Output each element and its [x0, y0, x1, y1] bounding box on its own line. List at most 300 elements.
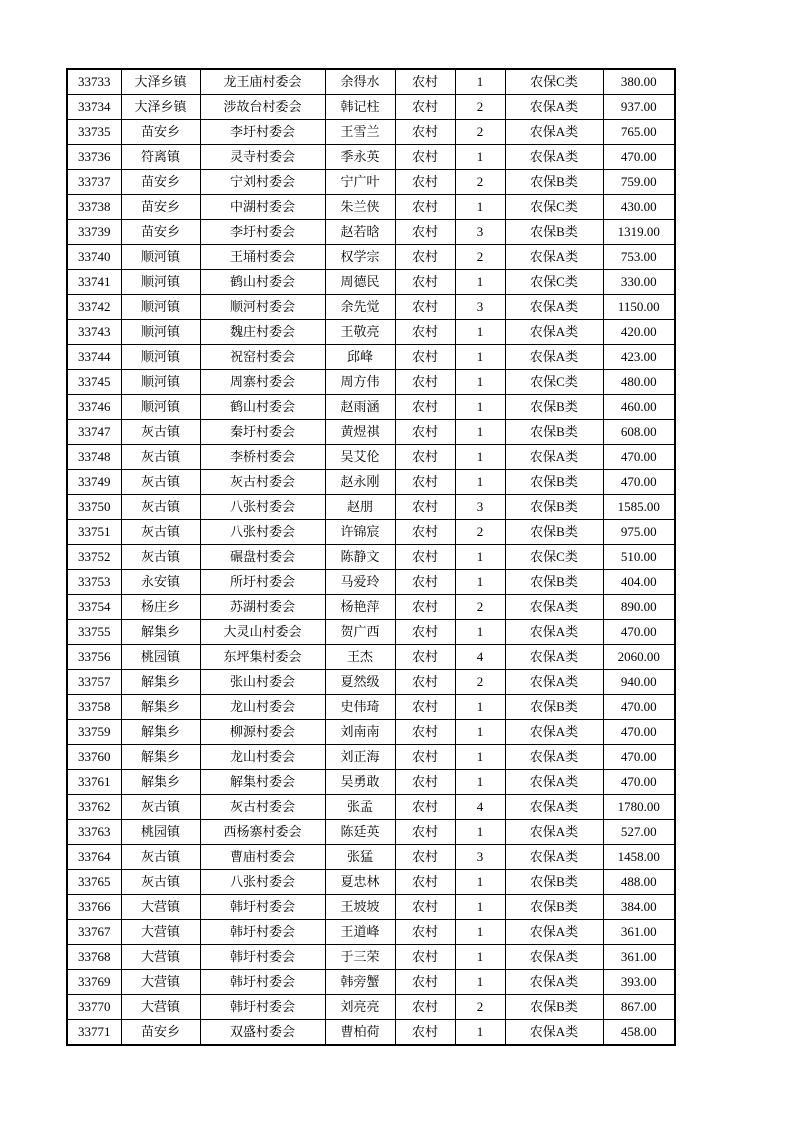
table-cell-village: 李圩村委会 — [200, 120, 325, 145]
table-cell-count: 1 — [455, 145, 505, 170]
table-cell-id: 33755 — [67, 620, 121, 645]
table-cell-village: 八张村委会 — [200, 870, 325, 895]
table-cell-count: 2 — [455, 670, 505, 695]
table-cell-count: 1 — [455, 920, 505, 945]
table-cell-amount: 470.00 — [603, 445, 675, 470]
table-cell-village: 柳源村委会 — [200, 720, 325, 745]
table-cell-name: 朱兰侠 — [325, 195, 395, 220]
table-cell-count: 1 — [455, 195, 505, 220]
table-cell-id: 33766 — [67, 895, 121, 920]
table-cell-type: 农村 — [395, 695, 455, 720]
table-cell-town: 顺河镇 — [121, 295, 200, 320]
table-cell-id: 33763 — [67, 820, 121, 845]
table-cell-amount: 430.00 — [603, 195, 675, 220]
table-cell-category: 农保B类 — [505, 695, 603, 720]
table-cell-count: 1 — [455, 545, 505, 570]
table-row — [67, 145, 675, 170]
table-cell-category: 农保A类 — [505, 595, 603, 620]
table-cell-name: 于三荣 — [325, 945, 395, 970]
table-row — [67, 495, 675, 520]
table-cell-amount: 753.00 — [603, 245, 675, 270]
table-cell-type: 农村 — [395, 745, 455, 770]
table-cell-count: 1 — [455, 745, 505, 770]
table-cell-amount: 1780.00 — [603, 795, 675, 820]
table-cell-name: 韩记柱 — [325, 95, 395, 120]
table-cell-count: 1 — [455, 445, 505, 470]
table-cell-category: 农保B类 — [505, 420, 603, 445]
table-cell-type: 农村 — [395, 245, 455, 270]
table-cell-name: 史伟琦 — [325, 695, 395, 720]
table-cell-town: 苗安乡 — [121, 120, 200, 145]
table-cell-amount: 1458.00 — [603, 845, 675, 870]
table-cell-amount: 393.00 — [603, 970, 675, 995]
table-cell-amount: 470.00 — [603, 695, 675, 720]
table-cell-village: 祝窑村委会 — [200, 345, 325, 370]
table-cell-count: 1 — [455, 820, 505, 845]
table-cell-count: 2 — [455, 520, 505, 545]
table-cell-name: 赵朋 — [325, 495, 395, 520]
table-cell-type: 农村 — [395, 870, 455, 895]
table-cell-name: 周方伟 — [325, 370, 395, 395]
table-cell-amount: 608.00 — [603, 420, 675, 445]
table-cell-name: 王道峰 — [325, 920, 395, 945]
table-cell-type: 农村 — [395, 120, 455, 145]
table-cell-town: 苗安乡 — [121, 220, 200, 245]
table-cell-town: 符离镇 — [121, 145, 200, 170]
table-cell-amount: 759.00 — [603, 170, 675, 195]
table-row — [67, 345, 675, 370]
table-cell-amount: 470.00 — [603, 145, 675, 170]
table-cell-name: 余先觉 — [325, 295, 395, 320]
table-cell-type: 农村 — [395, 920, 455, 945]
table-cell-id: 33744 — [67, 345, 121, 370]
table-cell-type: 农村 — [395, 845, 455, 870]
table-cell-name: 王坡坡 — [325, 895, 395, 920]
table-cell-name: 邱峰 — [325, 345, 395, 370]
table-cell-name: 王杰 — [325, 645, 395, 670]
table-cell-village: 灰古村委会 — [200, 795, 325, 820]
table-cell-name: 陈廷英 — [325, 820, 395, 845]
table-row — [67, 770, 675, 795]
table-cell-id: 33765 — [67, 870, 121, 895]
table-cell-name: 张猛 — [325, 845, 395, 870]
table-cell-type: 农村 — [395, 445, 455, 470]
table-row — [67, 670, 675, 695]
table-cell-count: 2 — [455, 95, 505, 120]
roster-table — [66, 68, 676, 1046]
table-cell-amount: 488.00 — [603, 870, 675, 895]
table-cell-category: 农保C类 — [505, 370, 603, 395]
table-cell-name: 吴勇敢 — [325, 770, 395, 795]
table-row — [67, 220, 675, 245]
table-row — [67, 745, 675, 770]
table-cell-name: 周德民 — [325, 270, 395, 295]
table-cell-category: 农保A类 — [505, 720, 603, 745]
table-cell-type: 农村 — [395, 170, 455, 195]
table-cell-name: 马爱玲 — [325, 570, 395, 595]
table-cell-category: 农保A类 — [505, 945, 603, 970]
table-cell-amount: 1585.00 — [603, 495, 675, 520]
table-cell-amount: 1150.00 — [603, 295, 675, 320]
table-cell-category: 农保A类 — [505, 95, 603, 120]
table-cell-count: 1 — [455, 870, 505, 895]
table-cell-type: 农村 — [395, 620, 455, 645]
table-cell-village: 鹤山村委会 — [200, 395, 325, 420]
table-cell-village: 苏湖村委会 — [200, 595, 325, 620]
table-cell-count: 4 — [455, 795, 505, 820]
table-cell-village: 宁刘村委会 — [200, 170, 325, 195]
table-cell-id: 33767 — [67, 920, 121, 945]
table-cell-town: 解集乡 — [121, 720, 200, 745]
table-cell-town: 大营镇 — [121, 945, 200, 970]
table-cell-id: 33756 — [67, 645, 121, 670]
table-row — [67, 695, 675, 720]
table-row — [67, 370, 675, 395]
table-cell-type: 农村 — [395, 895, 455, 920]
table-cell-town: 顺河镇 — [121, 320, 200, 345]
table-cell-town: 大泽乡镇 — [121, 95, 200, 120]
table-cell-name: 韩旁蟹 — [325, 970, 395, 995]
table-cell-name: 王雪兰 — [325, 120, 395, 145]
table-row — [67, 920, 675, 945]
table-cell-amount: 470.00 — [603, 770, 675, 795]
table-cell-count: 3 — [455, 495, 505, 520]
table-row — [67, 120, 675, 145]
table-cell-town: 顺河镇 — [121, 245, 200, 270]
table-cell-count: 3 — [455, 845, 505, 870]
table-cell-village: 八张村委会 — [200, 495, 325, 520]
table-cell-amount: 404.00 — [603, 570, 675, 595]
table-cell-count: 1 — [455, 895, 505, 920]
table-cell-count: 1 — [455, 695, 505, 720]
table-cell-town: 解集乡 — [121, 620, 200, 645]
table-cell-category: 农保B类 — [505, 520, 603, 545]
table-row — [67, 995, 675, 1020]
table-cell-town: 大泽乡镇 — [121, 69, 200, 95]
table-cell-count: 1 — [455, 945, 505, 970]
table-cell-type: 农村 — [395, 770, 455, 795]
table-cell-category: 农保B类 — [505, 895, 603, 920]
table-cell-village: 大灵山村委会 — [200, 620, 325, 645]
table-cell-amount: 470.00 — [603, 620, 675, 645]
table-cell-category: 农保A类 — [505, 795, 603, 820]
table-cell-village: 秦圩村委会 — [200, 420, 325, 445]
table-row — [67, 520, 675, 545]
table-cell-id: 33743 — [67, 320, 121, 345]
table-cell-amount: 423.00 — [603, 345, 675, 370]
table-row — [67, 945, 675, 970]
table-cell-category: 农保A类 — [505, 645, 603, 670]
table-cell-amount: 470.00 — [603, 745, 675, 770]
table-cell-name: 夏忠林 — [325, 870, 395, 895]
table-cell-town: 解集乡 — [121, 745, 200, 770]
table-cell-count: 1 — [455, 270, 505, 295]
table-cell-town: 灰古镇 — [121, 420, 200, 445]
table-cell-type: 农村 — [395, 1020, 455, 1046]
table-cell-town: 顺河镇 — [121, 395, 200, 420]
table-cell-count: 1 — [455, 320, 505, 345]
table-cell-id: 33734 — [67, 95, 121, 120]
table-cell-count: 2 — [455, 170, 505, 195]
table-cell-id: 33754 — [67, 595, 121, 620]
table-row — [67, 595, 675, 620]
table-row — [67, 1020, 675, 1046]
table-cell-type: 农村 — [395, 345, 455, 370]
table-cell-amount: 470.00 — [603, 470, 675, 495]
table-cell-type: 农村 — [395, 320, 455, 345]
table-cell-count: 1 — [455, 720, 505, 745]
table-cell-town: 解集乡 — [121, 695, 200, 720]
table-cell-id: 33753 — [67, 570, 121, 595]
table-row — [67, 570, 675, 595]
table-cell-village: 八张村委会 — [200, 520, 325, 545]
table-cell-name: 曹柏荷 — [325, 1020, 395, 1046]
table-cell-village: 李桥村委会 — [200, 445, 325, 470]
table-cell-id: 33736 — [67, 145, 121, 170]
table-row — [67, 820, 675, 845]
table-cell-count: 4 — [455, 645, 505, 670]
table-cell-id: 33746 — [67, 395, 121, 420]
table-cell-village: 东坪集村委会 — [200, 645, 325, 670]
table-cell-category: 农保A类 — [505, 670, 603, 695]
table-cell-type: 农村 — [395, 395, 455, 420]
table-row — [67, 870, 675, 895]
table-cell-name: 黄煜祺 — [325, 420, 395, 445]
table-row — [67, 845, 675, 870]
table-cell-category: 农保A类 — [505, 345, 603, 370]
table-cell-town: 灰古镇 — [121, 470, 200, 495]
table-cell-category: 农保A类 — [505, 320, 603, 345]
table-row — [67, 320, 675, 345]
table-row — [67, 970, 675, 995]
table-cell-amount: 480.00 — [603, 370, 675, 395]
table-cell-village: 解集村委会 — [200, 770, 325, 795]
table-cell-amount: 765.00 — [603, 120, 675, 145]
table-cell-id: 33738 — [67, 195, 121, 220]
table-cell-category: 农保B类 — [505, 470, 603, 495]
table-cell-name: 季永英 — [325, 145, 395, 170]
table-cell-village: 曹庙村委会 — [200, 845, 325, 870]
table-cell-amount: 460.00 — [603, 395, 675, 420]
table-cell-town: 大营镇 — [121, 970, 200, 995]
table-row — [67, 895, 675, 920]
table-cell-category: 农保C类 — [505, 545, 603, 570]
table-cell-town: 苗安乡 — [121, 1020, 200, 1046]
table-cell-name: 王敬亮 — [325, 320, 395, 345]
table-cell-count: 2 — [455, 595, 505, 620]
table-cell-type: 农村 — [395, 95, 455, 120]
table-cell-category: 农保B类 — [505, 220, 603, 245]
table-cell-id: 33751 — [67, 520, 121, 545]
table-cell-category: 农保A类 — [505, 445, 603, 470]
table-cell-count: 1 — [455, 470, 505, 495]
table-cell-village: 韩圩村委会 — [200, 895, 325, 920]
table-cell-count: 1 — [455, 395, 505, 420]
table-cell-amount: 937.00 — [603, 95, 675, 120]
table-row — [67, 270, 675, 295]
table-cell-town: 解集乡 — [121, 670, 200, 695]
table-cell-type: 农村 — [395, 270, 455, 295]
table-cell-count: 1 — [455, 69, 505, 95]
table-cell-id: 33741 — [67, 270, 121, 295]
table-cell-town: 桃园镇 — [121, 820, 200, 845]
table-cell-name: 许锦宸 — [325, 520, 395, 545]
table-cell-type: 农村 — [395, 995, 455, 1020]
table-cell-category: 农保B类 — [505, 495, 603, 520]
table-cell-count: 2 — [455, 995, 505, 1020]
table-cell-village: 魏庄村委会 — [200, 320, 325, 345]
table-row — [67, 295, 675, 320]
table-row — [67, 245, 675, 270]
table-cell-town: 灰古镇 — [121, 445, 200, 470]
table-cell-id: 33771 — [67, 1020, 121, 1046]
table-cell-id: 33740 — [67, 245, 121, 270]
table-cell-count: 2 — [455, 245, 505, 270]
table-cell-id: 33758 — [67, 695, 121, 720]
table-cell-category: 农保A类 — [505, 1020, 603, 1046]
table-cell-id: 33768 — [67, 945, 121, 970]
table-row — [67, 420, 675, 445]
table-cell-category: 农保C类 — [505, 270, 603, 295]
table-cell-town: 灰古镇 — [121, 845, 200, 870]
table-cell-village: 韩圩村委会 — [200, 945, 325, 970]
table-cell-type: 农村 — [395, 420, 455, 445]
table-row — [67, 795, 675, 820]
table-cell-village: 龙山村委会 — [200, 695, 325, 720]
table-cell-name: 宁广叶 — [325, 170, 395, 195]
table-cell-category: 农保B类 — [505, 395, 603, 420]
table-cell-village: 中湖村委会 — [200, 195, 325, 220]
table-cell-count: 1 — [455, 1020, 505, 1046]
table-cell-name: 张孟 — [325, 795, 395, 820]
table-cell-amount: 510.00 — [603, 545, 675, 570]
table-cell-id: 33760 — [67, 745, 121, 770]
roster-table-body — [67, 69, 675, 1045]
table-cell-town: 灰古镇 — [121, 520, 200, 545]
table-cell-amount: 361.00 — [603, 945, 675, 970]
table-row — [67, 445, 675, 470]
table-cell-village: 顺河村委会 — [200, 295, 325, 320]
table-cell-type: 农村 — [395, 720, 455, 745]
table-cell-village: 龙王庙村委会 — [200, 69, 325, 95]
table-cell-amount: 470.00 — [603, 720, 675, 745]
table-row — [67, 69, 675, 95]
table-cell-town: 灰古镇 — [121, 495, 200, 520]
table-cell-category: 农保C类 — [505, 195, 603, 220]
table-cell-count: 1 — [455, 345, 505, 370]
table-cell-type: 农村 — [395, 970, 455, 995]
table-cell-category: 农保A类 — [505, 820, 603, 845]
table-cell-category: 农保C类 — [505, 69, 603, 95]
table-cell-name: 夏然级 — [325, 670, 395, 695]
table-cell-amount: 940.00 — [603, 670, 675, 695]
table-cell-category: 农保A类 — [505, 620, 603, 645]
table-cell-name: 余得水 — [325, 69, 395, 95]
table-cell-type: 农村 — [395, 520, 455, 545]
table-cell-count: 1 — [455, 420, 505, 445]
table-cell-id: 33733 — [67, 69, 121, 95]
table-cell-type: 农村 — [395, 645, 455, 670]
table-cell-name: 赵永刚 — [325, 470, 395, 495]
table-cell-type: 农村 — [395, 795, 455, 820]
table-cell-id: 33757 — [67, 670, 121, 695]
table-cell-category: 农保A类 — [505, 845, 603, 870]
table-cell-id: 33747 — [67, 420, 121, 445]
table-cell-type: 农村 — [395, 945, 455, 970]
table-cell-category: 农保A类 — [505, 245, 603, 270]
table-cell-village: 韩圩村委会 — [200, 920, 325, 945]
table-cell-village: 灵寺村委会 — [200, 145, 325, 170]
table-cell-count: 3 — [455, 220, 505, 245]
table-cell-id: 33761 — [67, 770, 121, 795]
table-row — [67, 645, 675, 670]
table-cell-id: 33770 — [67, 995, 121, 1020]
table-cell-village: 鹤山村委会 — [200, 270, 325, 295]
table-cell-category: 农保A类 — [505, 745, 603, 770]
table-row — [67, 195, 675, 220]
table-cell-village: 西杨寨村委会 — [200, 820, 325, 845]
table-row — [67, 720, 675, 745]
table-cell-count: 1 — [455, 570, 505, 595]
table-cell-type: 农村 — [395, 295, 455, 320]
table-cell-type: 农村 — [395, 69, 455, 95]
table-cell-category: 农保B类 — [505, 870, 603, 895]
table-cell-category: 农保A类 — [505, 920, 603, 945]
table-cell-id: 33759 — [67, 720, 121, 745]
table-cell-town: 解集乡 — [121, 770, 200, 795]
table-cell-village: 张山村委会 — [200, 670, 325, 695]
table-cell-id: 33764 — [67, 845, 121, 870]
table-cell-type: 农村 — [395, 220, 455, 245]
table-cell-amount: 361.00 — [603, 920, 675, 945]
table-cell-count: 1 — [455, 620, 505, 645]
table-cell-category: 农保B类 — [505, 170, 603, 195]
table-cell-village: 周寨村委会 — [200, 370, 325, 395]
table-cell-village: 双盛村委会 — [200, 1020, 325, 1046]
table-cell-amount: 867.00 — [603, 995, 675, 1020]
table-cell-name: 吴艾伦 — [325, 445, 395, 470]
table-cell-type: 农村 — [395, 370, 455, 395]
table-cell-id: 33748 — [67, 445, 121, 470]
table-cell-count: 1 — [455, 970, 505, 995]
table-row — [67, 620, 675, 645]
table-cell-village: 李圩村委会 — [200, 220, 325, 245]
table-cell-name: 权学宗 — [325, 245, 395, 270]
table-cell-name: 杨艳萍 — [325, 595, 395, 620]
table-cell-amount: 458.00 — [603, 1020, 675, 1046]
table-cell-category: 农保A类 — [505, 770, 603, 795]
table-cell-amount: 890.00 — [603, 595, 675, 620]
table-cell-amount: 1319.00 — [603, 220, 675, 245]
table-cell-id: 33749 — [67, 470, 121, 495]
table-cell-id: 33769 — [67, 970, 121, 995]
table-cell-type: 农村 — [395, 495, 455, 520]
table-cell-village: 韩圩村委会 — [200, 970, 325, 995]
table-cell-id: 33750 — [67, 495, 121, 520]
table-cell-amount: 2060.00 — [603, 645, 675, 670]
table-row — [67, 170, 675, 195]
table-cell-town: 顺河镇 — [121, 370, 200, 395]
table-cell-town: 苗安乡 — [121, 195, 200, 220]
table-cell-id: 33742 — [67, 295, 121, 320]
table-cell-town: 永安镇 — [121, 570, 200, 595]
table-cell-type: 农村 — [395, 570, 455, 595]
table-cell-id: 33745 — [67, 370, 121, 395]
table-cell-amount: 420.00 — [603, 320, 675, 345]
table-row — [67, 470, 675, 495]
table-cell-type: 农村 — [395, 595, 455, 620]
table-cell-amount: 527.00 — [603, 820, 675, 845]
